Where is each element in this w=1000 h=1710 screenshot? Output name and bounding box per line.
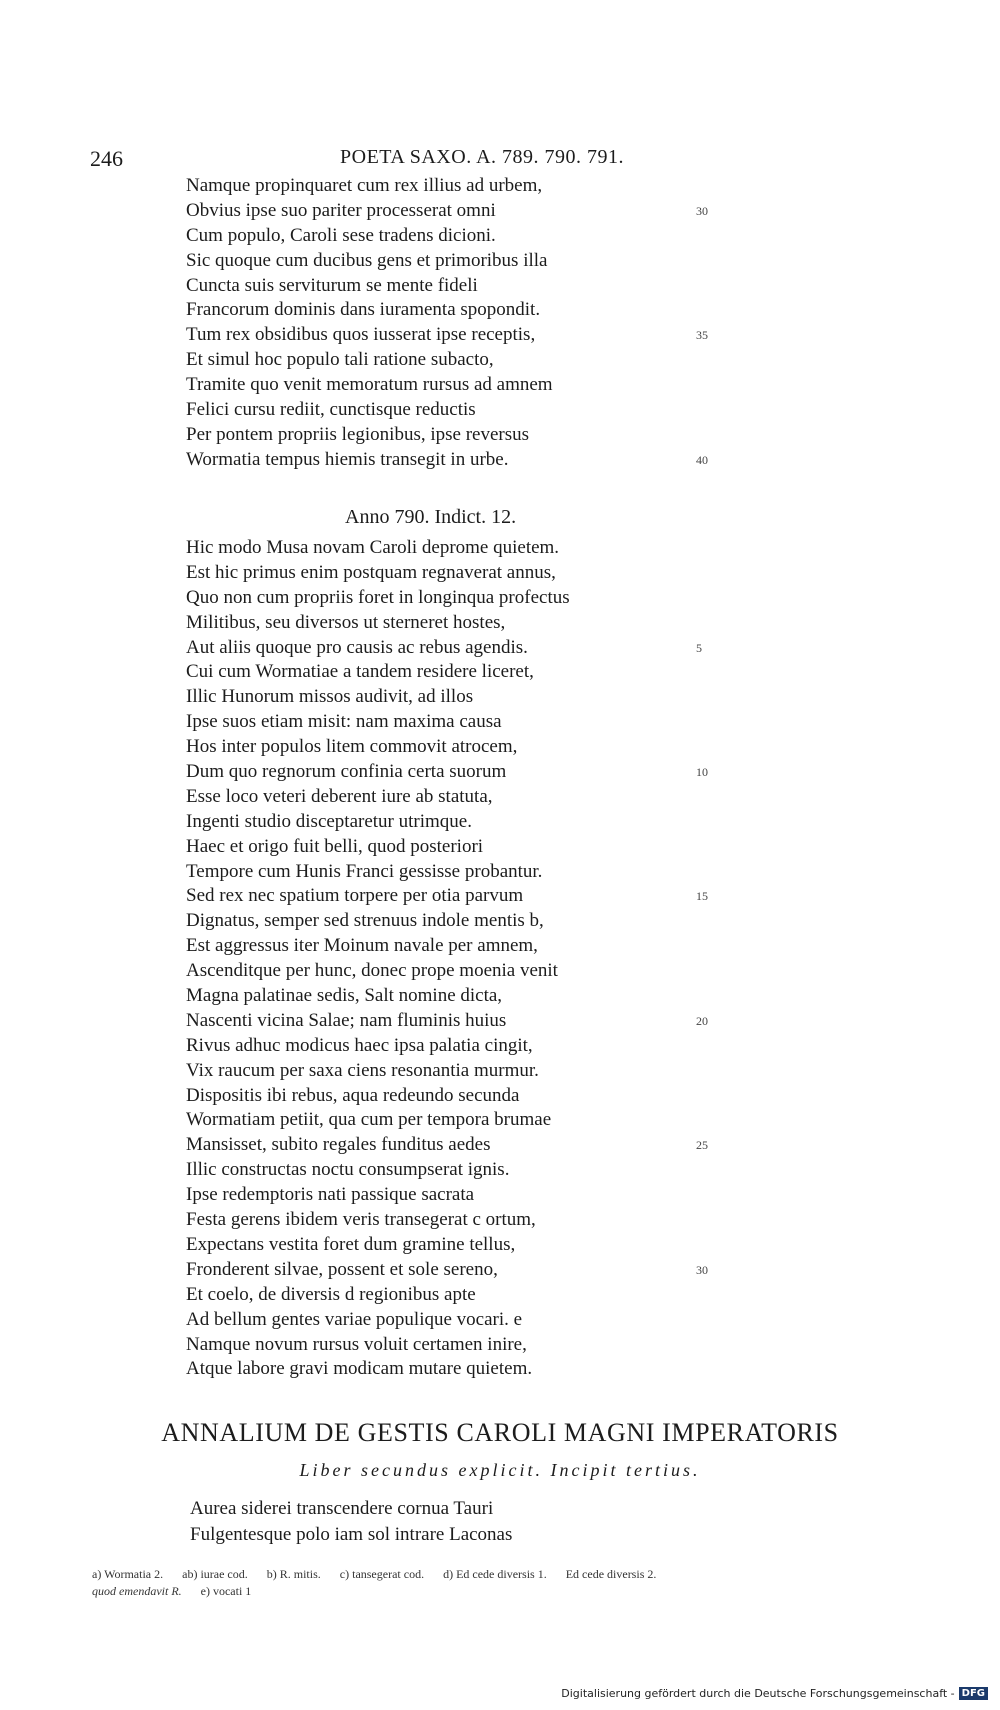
book-title: ANNALIUM DE GESTIS CAROLI MAGNI IMPERATORIS: [161, 1418, 839, 1447]
verse-line: Rivus adhuc modicus haec ipsa palatia cingit,: [186, 1034, 533, 1056]
verse-line: Ingenti studio disceptaretur utrimque.: [186, 810, 472, 832]
verse-line: Haec et origo fuit belli, quod posteriori: [186, 835, 484, 857]
verse-line: Cum populo, Caroli sese tradens dicioni.: [186, 224, 496, 246]
verse-line: Ascenditque per hunc, donec prope moenia venit: [186, 960, 558, 982]
verse-line: Illic Hunorum missos audivit, ad illos: [186, 686, 474, 708]
footnote: b) R. mitis.: [266, 1567, 321, 1581]
verse-line: Ipse suos etiam misit: nam maxima causa: [186, 711, 502, 733]
verse-line: Est aggressus iter Moinum navale per amnem,: [186, 935, 538, 957]
verse-line: Militibus, seu diversos ut sterneret hostes,: [186, 611, 506, 633]
verse-line: Fronderent silvae, possent et sole sereno, 30: [186, 1258, 746, 1283]
verse-line: Sic quoque cum ducibus gens et primoribus illa: [186, 249, 548, 271]
verse-line: Magna palatinae sedis, Salt nomine dicta,: [186, 985, 503, 1007]
verse-line: Cuncta suis serviturum se mente fideli: [186, 274, 478, 296]
verse-line: Felici cursu rediit, cunctisque reductis: [186, 399, 476, 421]
verse-line: Sed rex nec spatium torpere per otia parvum 15: [186, 884, 746, 909]
line-number: 30: [696, 1262, 708, 1277]
verse-line: Vix raucum per saxa ciens resonantia murmur.: [186, 1059, 539, 1081]
verse-line: Francorum dominis dans iuramenta spopondit.: [186, 299, 541, 321]
verse-line: Expectans vestita foret dum gramine tellus,: [186, 1233, 516, 1255]
digitization-footer: [561, 1687, 988, 1700]
line-number: 20: [696, 1013, 708, 1028]
book-subtitle: Liber secundus explicit. Incipit tertius.: [299, 1460, 701, 1480]
line-number: 40: [696, 452, 708, 467]
verse-line: Per pontem propriis legionibus, ipse reversus: [186, 423, 530, 445]
footnote: c) tansegerat cod.: [339, 1567, 425, 1581]
verse-line: Namque propinquaret cum rex illius ad urbem,: [186, 175, 543, 196]
verse-line: Et simul hoc populo tali ratione subacto,: [186, 349, 494, 371]
verse-line: Illic constructas noctu consumpserat ignis.: [186, 1159, 510, 1181]
verse-line: Fulgentesque polo iam sol intrare Laconas: [190, 1524, 513, 1545]
line-number: 15: [696, 889, 708, 904]
line-number: 25: [696, 1138, 708, 1153]
line-number: 10: [696, 765, 708, 780]
verse-line: Aut aliis quoque pro causis ac rebus agendis. 5: [186, 636, 746, 661]
verse-line: Dispositis ibi rebus, aqua redeundo secunda: [186, 1084, 520, 1106]
running-head: POETA SAXO. A. 789. 790. 791.: [340, 146, 625, 168]
dfg-logo-icon: DFG: [959, 1687, 988, 1700]
verse-line: Est hic primus enim postquam regnaverat annus,: [186, 561, 556, 583]
verse-line: Tum rex obsidibus quos iusserat ipse receptis, 35: [186, 323, 746, 348]
line-number: 30: [696, 203, 708, 218]
section-heading: Anno 790. Indict. 12.: [345, 506, 517, 528]
verse-line: Namque novum rursus voluit certamen inire,: [186, 1333, 527, 1355]
footnote: Ed cede diversis 2.: [565, 1567, 657, 1581]
verse-line: Tempore cum Hunis Franci gessisse probantur.: [186, 860, 543, 882]
verse-line: Et coelo, de diversis d regionibus apte: [186, 1283, 476, 1305]
verse-block-2: [186, 536, 746, 1382]
verse-line: Aurea siderei transcendere cornua Tauri: [190, 1498, 494, 1519]
footer-text: Digitalisierung gefördert durch die Deutsche Forschungsgemeinschaft -: [561, 1687, 955, 1700]
verse-line: Wormatia tempus hiemis transegit in urbe. 40: [186, 448, 746, 473]
footnote: e) vocati 1: [200, 1584, 252, 1598]
verse-line: Quo non cum propriis foret in longinqua profectus: [186, 586, 570, 608]
footnote: ab) iurae cod.: [182, 1567, 248, 1581]
line-number: 35: [696, 328, 708, 343]
footnote: quod emendavit R.: [92, 1584, 182, 1598]
verse-line: Nascenti vicina Salae; nam fluminis huius 20: [186, 1009, 746, 1034]
verse-block-3: [190, 1496, 750, 1548]
footnotes: [92, 1566, 922, 1600]
verse-line: Hos inter populos litem commovit atrocem,: [186, 736, 518, 758]
verse-line: Obvius ipse suo pariter processerat omni 30: [186, 199, 746, 224]
verse-block-1: [186, 174, 746, 473]
verse-line: Mansisset, subito regales funditus aedes 25: [186, 1133, 746, 1158]
verse-line: Festa gerens ibidem veris transegerat c ortum,: [186, 1209, 536, 1231]
verse-line: Ipse redemptoris nati passique sacrata: [186, 1184, 475, 1206]
line-number: 5: [696, 640, 702, 655]
verse-line: Wormatiam petiit, qua cum per tempora brumae: [186, 1109, 552, 1131]
verse-line: Dignatus, semper sed strenuus indole mentis b,: [186, 910, 544, 932]
verse-line: Tramite quo venit memoratum rursus ad amnem: [186, 374, 553, 396]
verse-line: Atque labore gravi modicam mutare quietem.: [186, 1358, 533, 1380]
verse-line: Hic modo Musa novam Caroli deprome quietem.: [186, 537, 560, 558]
verse-line: Dum quo regnorum confinia certa suorum 10: [186, 760, 746, 785]
page-number: 246: [90, 146, 123, 171]
verse-line: Esse loco veteri deberent iure ab statuta,: [186, 785, 493, 807]
verse-line: Cui cum Wormatiae a tandem residere liceret,: [186, 661, 534, 683]
footnote: d) Ed cede diversis 1.: [443, 1567, 547, 1581]
footnote: a) Wormatia 2.: [92, 1567, 164, 1581]
verse-line: Ad bellum gentes variae populique vocari. e: [186, 1308, 523, 1330]
